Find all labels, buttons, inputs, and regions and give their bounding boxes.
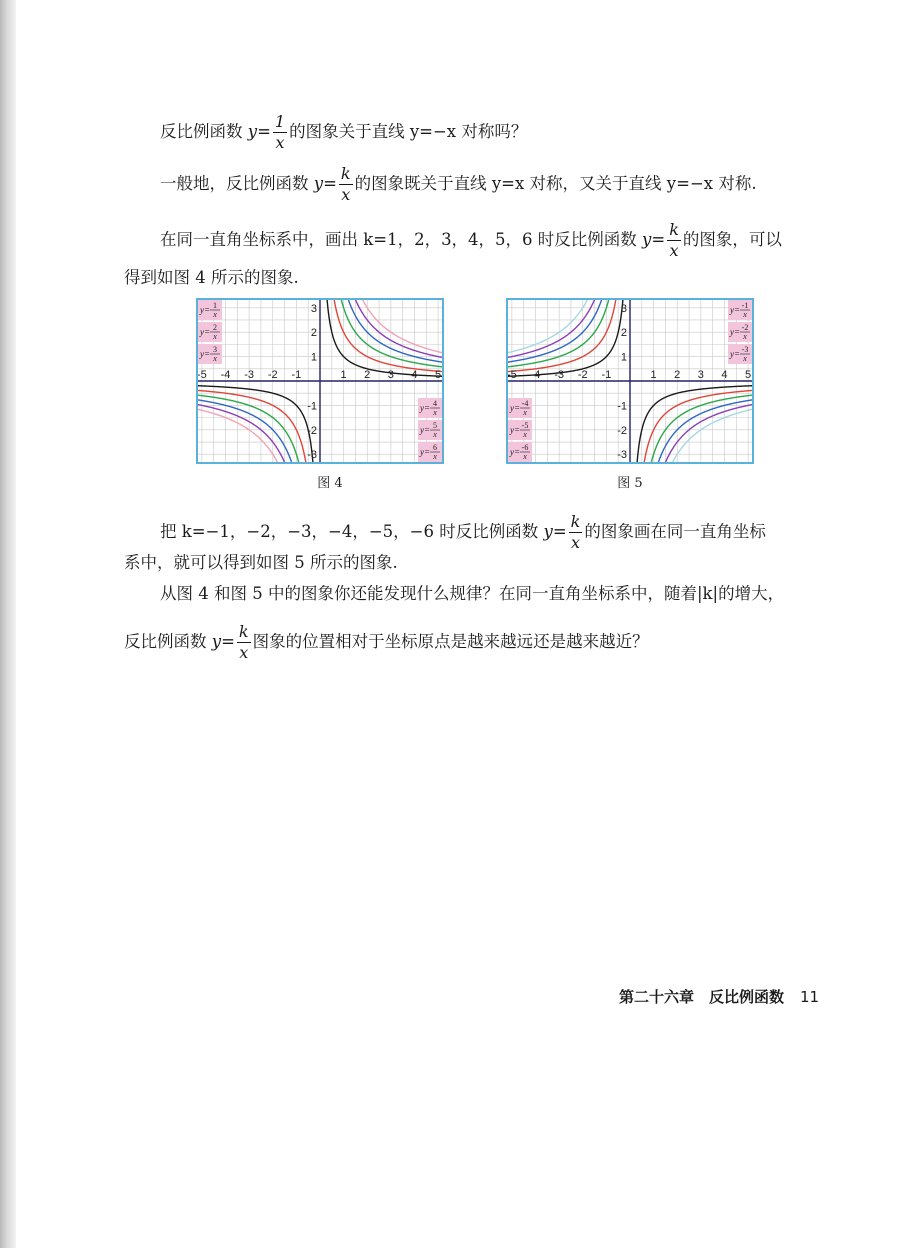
legend-label-neg4 [508,398,532,418]
x-tick-label: -1 [291,369,302,381]
general-statement [160,166,757,203]
y-tick-label: -1 [307,400,317,413]
x-tick-label: -3 [554,369,565,381]
legend-numerator: 5 [433,421,437,430]
x-tick-label: -2 [267,369,278,381]
legend-y-eq: y= [510,425,521,435]
legend-denominator: x [213,354,217,363]
para-fig4-suffix: 的图象，可以 [682,230,782,249]
fraction-numerator: 1 [274,112,286,131]
para-fig5-prefix: 把 k=−1，−2，−3，−4，−5，−6 时反比例函数 [160,522,544,541]
legend-y-eq: y= [730,305,741,315]
legend-label-3 [198,344,222,364]
paragraph-figure-4-line-2: 得到如图 4 所示的图象. [124,268,299,287]
x-tick-label: 5 [745,369,752,381]
legend-y-eq: y= [420,447,431,457]
fraction-numerator: k [669,220,679,239]
x-tick-label: -2 [577,369,588,381]
y-tick-label: -3 [307,449,317,462]
legend-label-neg5 [508,420,532,440]
legend-numerator: -5 [521,421,529,430]
y-tick-label: -2 [617,424,627,437]
legend-denominator: x [743,332,747,341]
page-number: 11 [800,988,820,1006]
question-1-fraction [273,114,287,151]
fraction-numerator: k [340,164,351,183]
legend-numerator: -4 [521,399,529,408]
legend-numerator: 3 [213,345,217,354]
question-2-line-2 [124,624,649,661]
legend-denominator: x [743,310,747,319]
question-1-prefix: 反比例函数 [160,122,248,141]
legend-denominator: x [213,332,217,341]
paragraph-figure-4-line-1 [160,222,782,259]
x-tick-label: 2 [364,369,371,381]
y-tick-label: 1 [620,351,627,364]
x-tick-label: -3 [244,369,255,381]
legend-label-4 [418,398,442,418]
para-fig4-prefix: 在同一直角坐标系中，画出 k=1，2，3，4，5，6 时反比例函数 [160,230,643,249]
legend-label-neg1 [728,300,752,320]
question-2-line-1: 从图 4 和图 5 中的图象你还能发现什么规律？在同一直角坐标系中，随着|k|的增大， [160,584,785,603]
question-2-fraction [237,624,251,661]
statement-y-eq: y= [313,174,337,193]
x-tick-label: -4 [530,369,541,381]
question-1 [160,114,527,151]
y-tick-label: 3 [620,302,627,315]
fraction-denominator: x [341,185,351,204]
question-1-suffix: 的图象关于直线 y=−x 对称吗？ [289,122,528,141]
question-2-y-eq: y= [211,632,235,651]
legend-denominator: x [433,408,437,417]
legend-numerator: 2 [213,323,217,332]
x-tick-label: -4 [220,369,231,381]
fraction-numerator: k [570,512,581,531]
legend-denominator: x [523,452,527,461]
para-fig5-fraction [569,514,583,551]
legend-label-5 [418,420,442,440]
y-tick-label: 2 [310,327,317,340]
legend-label-2 [198,322,222,342]
question-2-suffix: 图象的位置相对于坐标原点是越来越远还是越来越近？ [252,632,649,651]
y-tick-label: -2 [307,424,317,437]
question-2-prefix: 反比例函数 [124,632,212,651]
legend-denominator: x [433,452,437,461]
legend-y-eq: y= [420,425,431,435]
paragraph-figure-5-line-2: 系中，就可以得到如图 5 所示的图象. [124,553,398,572]
y-tick-label: 2 [620,327,627,340]
figure-4-graph [196,298,444,464]
legend-label-1 [198,300,222,320]
legend-label-neg2 [728,322,752,342]
x-tick-label: -1 [601,369,612,381]
legend-denominator: x [213,310,217,319]
legend-denominator: x [743,354,747,363]
y-tick-label: 3 [310,302,317,315]
paragraph-figure-5-line-1 [160,514,766,551]
page-spine-shadow [0,0,16,1248]
legend-y-eq: y= [200,305,211,315]
page-footer [619,986,819,1007]
legend-denominator: x [523,408,527,417]
legend-numerator: -1 [741,301,749,310]
x-tick-label: 1 [340,369,347,381]
figure-5-caption: 图 5 [617,476,643,491]
y-tick-label: -1 [617,400,627,413]
legend-label-neg3 [728,344,752,364]
legend-numerator: -6 [521,443,529,452]
legend-numerator: 6 [433,443,437,452]
legend-y-eq: y= [730,349,741,359]
figure-4-svg [196,298,444,464]
figure-4-caption: 图 4 [317,476,343,491]
legend-denominator: x [433,430,437,439]
x-tick-label: 4 [721,369,728,381]
figure-5-graph [506,298,754,464]
legend-numerator: 4 [433,399,437,408]
fraction-denominator: x [239,643,249,662]
statement-prefix: 一般地，反比例函数 [160,174,314,193]
legend-numerator: -3 [741,345,749,354]
legend-label-6 [418,442,442,462]
y-tick-label: 1 [310,351,317,364]
x-tick-label: 3 [697,369,704,381]
x-tick-label: 2 [674,369,681,381]
para-fig5-suffix: 的图象画在同一直角坐标 [584,522,766,541]
x-tick-label: 5 [435,369,442,381]
x-tick-label: 1 [650,369,657,381]
legend-y-eq: y= [420,403,431,413]
y-tick-label: -3 [617,449,627,462]
legend-numerator: -2 [741,323,749,332]
legend-y-eq: y= [200,349,211,359]
x-tick-label: 3 [387,369,394,381]
legend-y-eq: y= [200,327,211,337]
legend-y-eq: y= [730,327,741,337]
statement-fraction [339,166,353,203]
para-fig4-y-eq: y= [642,230,666,249]
fraction-numerator: k [238,622,249,641]
question-1-y-eq: y= [247,122,271,141]
fraction-denominator: x [275,133,285,152]
legend-numerator: 1 [213,301,217,310]
x-tick-label: -5 [507,369,517,381]
x-tick-label: -5 [197,369,207,381]
figure-5-svg [506,298,754,464]
statement-suffix: 的图象既关于直线 y=x 对称，又关于直线 y=−x 对称. [354,174,757,193]
legend-label-neg6 [508,442,532,462]
legend-y-eq: y= [510,447,521,457]
para-fig4-fraction [667,222,681,259]
para-fig5-y-eq: y= [543,522,567,541]
legend-y-eq: y= [510,403,521,413]
chapter-title: 第二十六章 反比例函数 [619,988,785,1006]
x-tick-label: 4 [411,369,418,381]
fraction-denominator: x [570,533,581,552]
legend-denominator: x [523,430,527,439]
fraction-denominator: x [669,241,679,260]
